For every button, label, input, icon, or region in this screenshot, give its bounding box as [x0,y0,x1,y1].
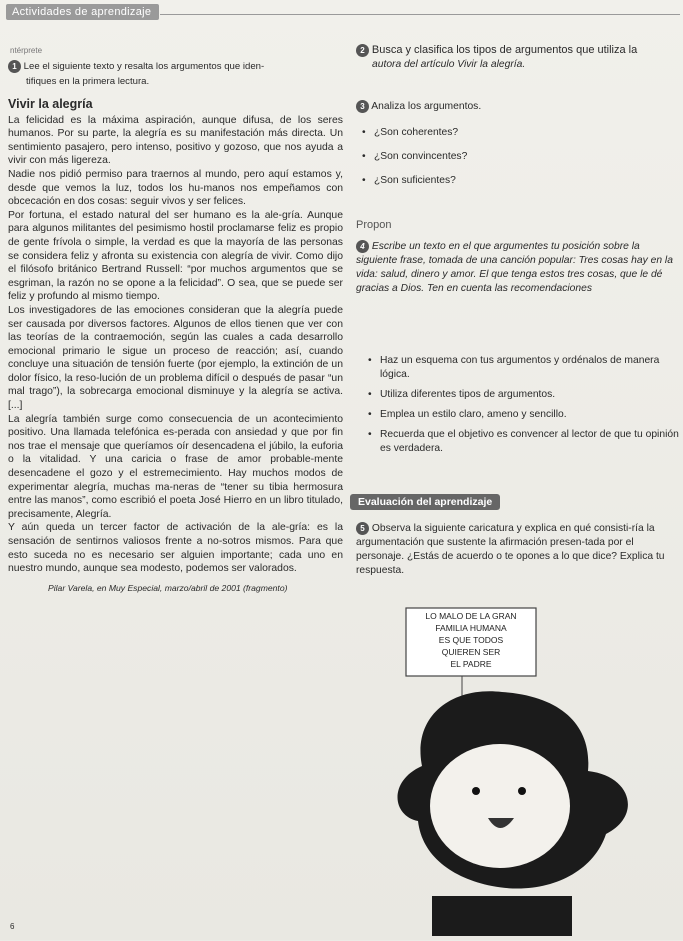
article-title: Vivir la alegría [8,97,93,111]
question-item: • ¿Son suficientes? [360,174,680,188]
question-item: • ¿Son coherentes? [360,126,680,140]
recommendation-item: • Haz un esquema con tus argumentos y ordénalos de manera lógica. [366,354,683,382]
activity-2-text: Busca y clasifica los tipos de argumentos que utiliza la [371,44,638,56]
number-badge-icon: 5 [356,522,369,535]
cartoon-line: ES QUE TODOS [438,635,504,645]
article-paragraph: La alegría también surge como consecuencia de un acontecimiento positivo. Una llamada telefónica es-perada con ansiedad y que por fin nos trae el mensaje que queríamos oír desencadena el júbilo, la euforia o la vitalidad. Y una caricia o frase de amor probable-mente desencadene el gozo y el estremecimiento. Hay muchos modos de experimentar alegría, muchas ma-neras de “tener su tibia hermosura entre las manos”, como escribió el poeta José Hierro en un libro titulado, precisamente, Alegría. [8,413,343,520]
propon-label: Propon [356,219,392,231]
header-rule [160,14,680,15]
face-shape [430,744,570,868]
number-badge-icon: 1 [8,60,21,73]
cartoon-line: QUIEREN SER [441,647,501,657]
recommendations-list [366,354,683,456]
eye-icon [518,787,526,795]
article-paragraph: Nadie nos pidió permiso para traernos al mundo, pero aquí estamos y, desde que vemos la luz, todos los hu-manos nos empeñamos con obcecación en dos cosas: seguir vivos y ser felices. [8,168,343,208]
number-badge-icon: 2 [356,44,369,57]
activity-1-line2: tifiques en la primera lectura. [26,76,150,87]
section-tab: Actividades de aprendizaje [6,4,159,20]
cartoon-line: FAMILIA HUMANA [435,623,507,633]
cartoon-line: EL PADRE [450,659,492,669]
article-paragraph: La felicidad es la máxima aspiración, aunque difusa, de los seres humanos. Por su parte, la alegría es su manifestación más directa. Un sentimiento pasajero, pero intenso, positivo y gozoso, que nos ayuda a vivir con más ligereza. [8,114,343,167]
article-source: Pilar Varela, en Muy Especial, marzo/abril de 2001 (fragmento) [48,582,288,593]
evaluation-label: Evaluación del aprendizaje [350,494,500,510]
recommendation-item: • Emplea un estilo claro, ameno y sencillo. [366,408,683,422]
activity-5 [356,522,676,578]
page-number: 6 [10,922,15,931]
activity-3-text: Analiza los argumentos. [371,101,482,113]
question-item: • ¿Son convincentes? [360,150,680,164]
article-paragraph: Los investigadores de las emociones consideran que la alegría puede ser causada por diversos factores. Algunos de ellos tienen que ver con las teorías de la contraemoción, según las cuales a cada desarrollo emocional primario le sigue un proceso de reacción; así, cuando concluye una situación de tensión fuerte (por ejemplo, la extinción de un dolor físico, la reso-lución de un problema difícil o después de pasar “un mal trago”), la sobrecarga emocional disminuye y la alegría se activa. [...] [8,304,343,412]
mafalda-cartoon [392,606,682,936]
activity-4 [356,240,676,296]
number-badge-icon: 4 [356,240,369,253]
activity-1-text: Lee el siguiente texto y resalta los argumentos que iden- [23,61,265,73]
article [8,98,343,595]
activity-1 [8,60,264,73]
number-badge-icon: 3 [356,100,369,113]
eye-icon [472,787,480,795]
article-paragraph: Y aún queda un tercer factor de activación de la ale-gría: es la sensación de sentirnos valiosos frente a no-sotros mismos. Para que esto suceda no es necesario ser alguien importante; cada uno en nuestro mundo, aunque sea modesto, podemos ser valorados. [8,522,343,575]
activity-2 [356,43,676,58]
recommendation-item: • Recuerda que el objetivo es convencer al lector de que tu opinión es verdadera. [366,428,683,456]
small-label: ntérprete [10,46,43,55]
article-paragraph: Por fortuna, el estado natural del ser humano es la ale-gría. Aunque para algunos militantes del pesimismo hostil proclamarse feliz es propio de gente frívola o simple, la verdad es que la mayoría de las personas se considera feliz y afronta su existencia con alegría de vivir. Como dijo el filósofo británico Bertrand Russell: “por muchos argumentos que se esgriman, la razón no se opone a la felicidad”. O sea, que se puede ser feliz y profundo al mismo tiempo. [8,209,343,303]
activity-3 [356,100,676,114]
activity-2-line2: autora del artículo Vivir la alegría. [372,59,526,70]
questions-list [360,126,680,188]
evaluation-header [350,492,500,510]
cartoon-line: LO MALO DE LA GRAN [425,611,517,621]
activity-5-text: Observa la siguiente caricatura y explica en qué consisti-ría la argumentación que sustente la afirmación presen-tada por el personaje. ¿Estás de acuerdo o te opones a lo que dice? Explica tu respuesta. [356,523,665,577]
dress-shape [432,896,572,936]
recommendation-item: • Utiliza diferentes tipos de argumentos. [366,388,683,402]
activity-4-text: Escribe un texto en el que argumentes tu posición sobre la siguiente frase, tomada de una canción popular: Tres cosas hay en la vida: salud, dinero y amor. El que tenga estos tres cosas, que le dé gracias a Dios. Ten en cuenta las recomendaciones [356,241,673,295]
